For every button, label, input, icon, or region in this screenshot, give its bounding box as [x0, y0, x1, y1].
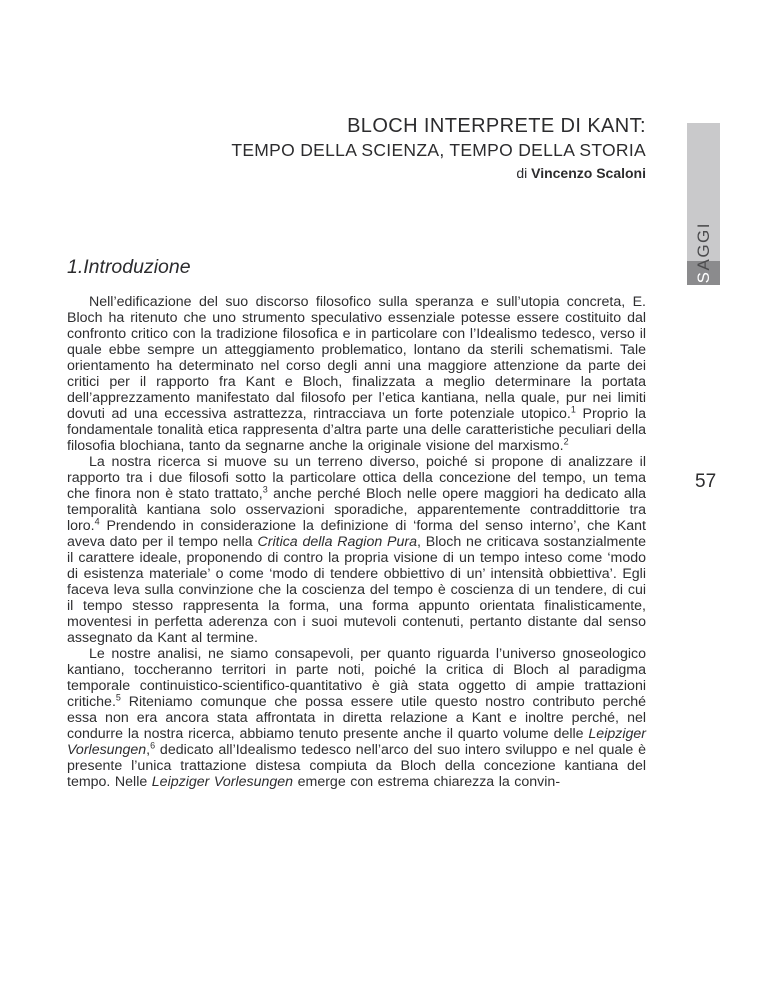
section-tab-label-rest: AGGI: [693, 221, 713, 271]
byline: [231, 164, 646, 182]
section-heading: 1.Introduzione: [67, 256, 191, 278]
section-tab-saggi: [687, 123, 720, 285]
section-tab-label: [694, 222, 714, 283]
byline-prefix: di: [516, 165, 532, 181]
article-body: [67, 255, 646, 790]
article-paragraph: Nell’edificazione del suo discorso filosofico sulla speranza e sull’utopia concreta, E. Bloch ha ritenuto che uno strumento speculativo essenziale potesse essere costituito dal confronto critico con la tradizione filosofica e in particolare con l’Idealismo tedesco, verso il quale ebbe sempre un atteggiamento problematico, lontano da sterili schematismi. Tale orientamento ha determinato nel corso degli anni una maggiore attenzione da parte dei critici per il rapporto fra Kant e Bloch, finalizzata a meglio determinare la portata dell’apprezzamento manifestato dal filosofo per l’etica kantiana, nella quale, pur nei limiti dovuti ad una eccessiva astrattezza, rintracciava un forte potenziale utopico.$^1$ Proprio la fondamentale tonalità etica rappresenta d’altra parte una delle caratteristiche peculiari della filosofia blochiana, tanto da segnarne anche la originale visione del marxismo.$^2$: [67, 294, 646, 454]
article-title-line-2: TEMPO DELLA SCIENZA, TEMPO DELLA STORIA: [231, 140, 646, 160]
author-name: Vincenzo Scaloni: [531, 165, 646, 181]
article-paragraph: Le nostre analisi, ne siamo consapevoli, per quanto riguarda l’universo gnoseologico kantiano, toccheranno territori in parte noti, poiché la critica di Bloch al paradigma temporale continuistico-scientifico-quantitativo è già stata oggetto di ampie trattazioni critiche.$^5$ Riteniamo comunque che possa essere utile questo nostro contributo perché essa non era ancora stata affrontata in diretta relazione a Kant e inoltre perché, nel condurre la nostra ricerca, abbiamo tenuto presente anche il quarto volume delle Leipziger Vorlesungen,$^6$ dedicato all’Idealismo tedesco nell’arco del suo intero sviluppo e nel quale è presente l’unica trattazione distesa compiuta da Bloch della concezione kantiana del tempo. Nelle Leipziger Vorlesungen emerge con estrema chiarezza la convin-: [67, 646, 646, 790]
article-paragraph: La nostra ricerca si muove su un terreno diverso, poiché si propone di analizzare il rapporto tra i due filosofi sotto la particolare ottica della concezione del tempo, un tema che finora non è stato trattato,$^3$ anche perché Bloch nelle opere maggiori ha dedicato alla temporalità kantiana solo osservazioni sporadiche, apparentemente contraddittorie tra loro.$^4$ Prendendo in considerazione la definizione di ‘forma del senso interno’, che Kant aveva dato per il tempo nella Critica della Ragion Pura, Bloch ne criticava sostanzialmente il carattere ideale, proponendo di contro la propria visione di un tempo inteso come ‘modo di esistenza materiale’ o come ‘modo di tendere obbiettivo di un’ intensità obbiettiva’. Egli faceva leva sulla convinzione che la coscienza del tempo è coscienza di un tendere, di cui il tempo stesso rappresenta la forma, una forma appunto orientata finalisticamente, moventesi in perfetta aderenza con i suoi mutevoli contenuti, pertanto distante dal senso assegnato da Kant al termine.: [67, 454, 646, 646]
page-number: 57: [695, 471, 717, 492]
article-title-block: [231, 114, 646, 182]
paragraphs-container: [67, 294, 646, 790]
section-tab-label-first-letter: S: [693, 270, 713, 283]
article-title-line-1: BLOCH INTERPRETE DI KANT:: [347, 115, 646, 137]
